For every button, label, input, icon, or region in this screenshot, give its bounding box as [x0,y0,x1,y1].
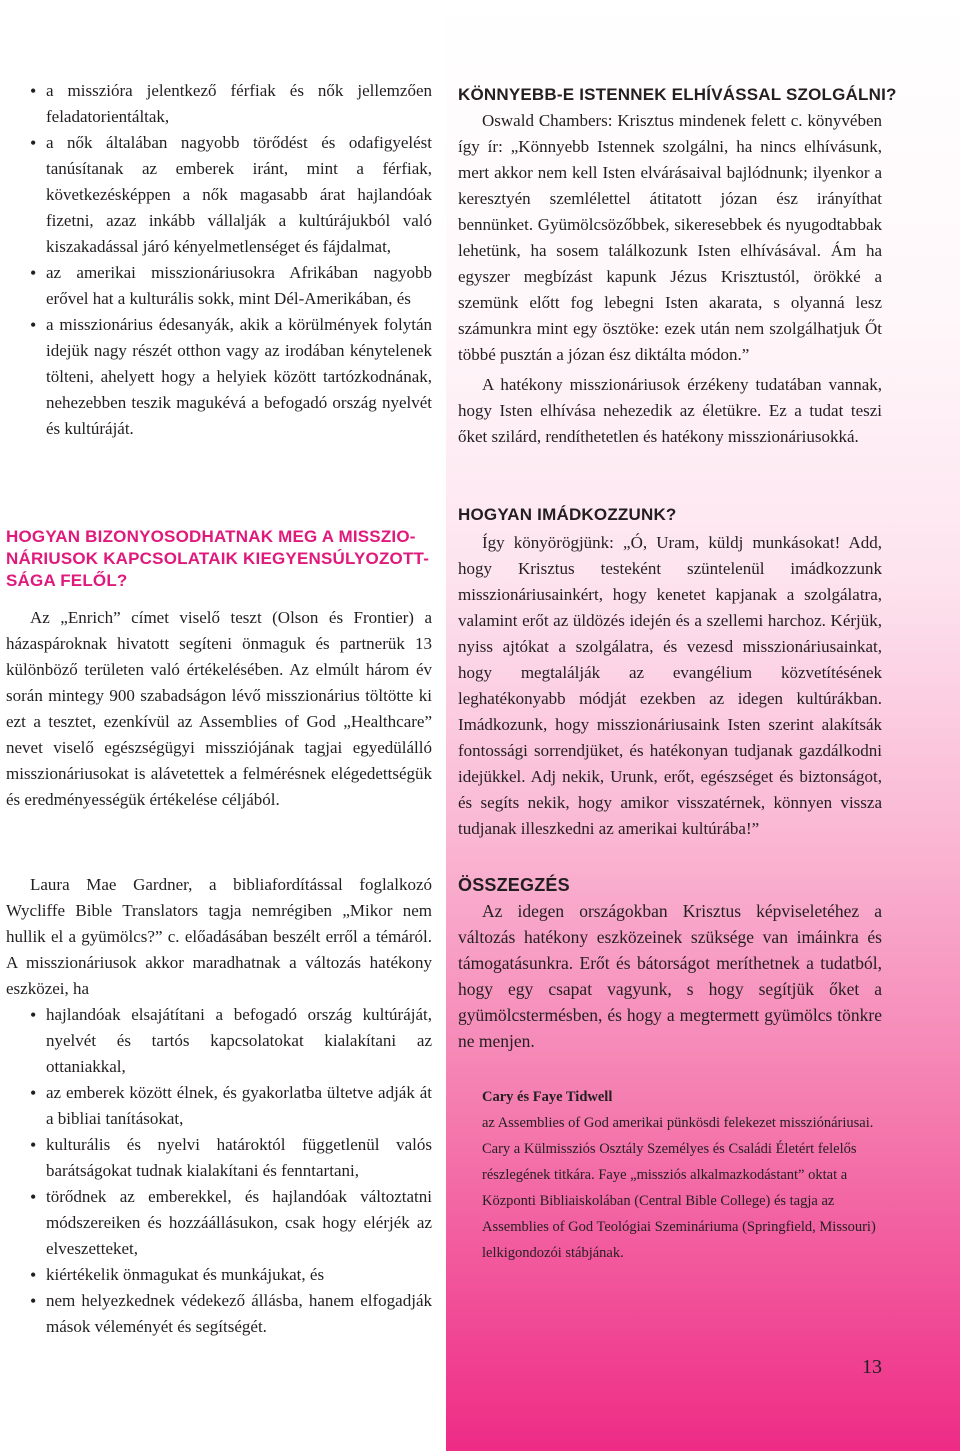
prayer-paragraph: Így könyörögjünk: „Ó, Uram, küldj munkásokat! Add, hogy Krisztus testeként szüntelenül imádkozzunk misszionáriusainkért, hogy kenetet kapjanak a szolgálatra, valamint erőt az üldözés idején és a szellemi harchoz. Kérjük, nyiss ajtókat a szolgálatra, és vezesd misszionáriusainkat, hogy megtalálják az evangélium közvetítésének leghatékonyabb módját ezekben az idegen kultúrákban. Imádkozunk, hogy misszionáriusaink Isten szerint alakítsák fontossági sorrendjüket, és hatékonyan tudjanak gazdálkodni idejükkel. Adj nekik, Urunk, erőt, egészséget és biztonságot, és segíts nekik, hogy amikor visszatérnek, könnyen vissza tudjanak illeszkedni az amerikai kultúrába!” [458,533,882,838]
author-bio [482,1084,882,1266]
section-heading-calling: KÖNNYEBB-E ISTENNEK ELHÍVÁSSAL SZOLGÁLNI? [458,85,897,104]
bullet-item: • kiértékelik önmagukat és munkájukat, és [30,1262,432,1288]
top-bullet-list [30,78,432,442]
bullet-item: • a misszionárius édesanyák, akik a körülmények folytán idejük nagy részét otthon vagy az irodában kénytelenek tölteni, ahelyett hogy a helyiek között tartózkodnának, nehezebben teszik magukévá a befogadó ország nyelvét és kultúráját. [30,312,432,442]
bullet-item: • a misszióra jelentkező férfiak és nők jellemzően feladatorientáltak, [30,78,432,130]
section-heading-summary: ÖSSZEGZÉS [458,875,570,895]
chambers-paragraph: Oswald Chambers: Krisztus mindenek felett c. könyvében így ír: „Könnyebb Istennek szolgálni, ha nincs elhívásunk, mert akkor nem kell Isten elvárásaival bajlódnunk; ilyenkor a keresztyén szemlélettel átitatott józan ész irányíthat bennünket. Gyümölcsözőbbek, sikeresebbek és nyugodtabbak lehetünk, ha sosem találkozunk Isten elhívásával. Ám ha egyszer megbízást kapunk Jézus Krisztustól, örökké a szemünk előtt fog lebegni Isten akarata, s olyanná lesz számunkra mint egy ösztöke: ezek után nem szolgálhatjuk Őt többé pusztán a józan ész diktálta módon.” [458,111,882,364]
summary-paragraph: Az idegen országokban Krisztus képviseletéhez a változás hatékony eszközeinek szüksége van imáinkra és támogatásunkra. Erőt és bátorságot meríthetnek a tudatból, hogy egy csapat vagyunk, s hogy segítjük őket a gyümölcstermésben, és hogy a megtermett gyümölcs tönkre ne menjen. [458,901,882,1051]
right-column [446,0,960,1451]
bullet-item: • az amerikai misszionáriusokra Afrikában nagyobb erővel hat a kulturális sokk, mint Dél-Amerikában, és [30,260,432,312]
bullet-item: • nem helyezkednek védekező állásba, hanem elfogadják mások véleményét és segítségét. [30,1288,432,1340]
effective-missionaries-paragraph: A hatékony misszionáriusok érzékeny tudatában vannak, hogy Isten elhívása nehezedik az életükre. Ez a tudat teszi őket szilárd, rendíthetetlen és hatékony misszionáriusokká. [458,375,882,446]
section-heading-relationships: HOGYAN BIZONYOSODHATNAK MEG A MISSZIO- NÁRIUSOK KAPCSOLATAIK KIEGYENSÚLYOZOTT- SÁGA FELŐL? [6,527,430,590]
page-number: 13 [862,1356,882,1378]
bullet-item: • a nők általában nagyobb törődést és odafigyelést tanúsítanak az emberek iránt, mint a férfiak, következésképpen a nők magasabb árat hajlandóak fizetni, azaz inkább vállalják a kultúrájukból való kiszakadással járó kényelmetlenséget és fájdalmat, [30,130,432,260]
conditions-bullet-list [30,1002,432,1340]
bullet-item: • az emberek között élnek, és gyakorlatba ültetve adják át a bibliai tanításokat, [30,1080,432,1132]
left-column [0,0,446,1451]
enrich-test-paragraph: Az „Enrich” címet viselő teszt (Olson és Frontier) a házaspároknak hivatott segíteni önmaguk és partnerük 13 különböző területen való értékelésében. Az elmúlt három év során mintegy 900 szabadságon lévő misszionárius töltötte ki ezt a tesztet, ezenkívül az Assemblies of God „Healthcare” nevet viselő egészségügyi missziójának tagjai egyedülálló misszionáriusokat is alávetettek a felmérésnek elégedettségük és eredményességük értékelése céljából. [6,608,432,809]
author-name: Cary és Faye Tidwell [482,1089,613,1105]
bullet-item: • kulturális és nyelvi határoktól függetlenül valós barátságokat tudnak kialakítani és fenntartani, [30,1132,432,1184]
author-description: az Assemblies of God amerikai pünkösdi felekezet missziónáriusai. Cary a Külmissziós Osztály Személyes és Családi Életért felelős részlegének titkára. Faye „missziós alkalmazkodástant” oktat a Központi Bibliaiskolában (Central Bible College) és tagja az Assemblies of God Teológiai Szemináriuma (Springfield, Missouri) lelkigondozói stábjának. [482,1115,876,1261]
section-heading-prayer: HOGYAN IMÁDKOZZUNK? [458,505,677,524]
bullet-item: • hajlandóak elsajátítani a befogadó ország kultúráját, nyelvét és tartós kapcsolatokat kialakítani az ottaniakkal, [30,1002,432,1080]
bullet-item: • törődnek az emberekkel, és hajlandóak változtatni módszereiken és hozzáállásukon, csak hogy elérjék az elveszetteket, [30,1184,432,1262]
gardner-paragraph: Laura Mae Gardner, a bibliafordítással foglalkozó Wycliffe Bible Translators tagja nemrégiben „Mikor nem hullik el a gyümölcs?” c. előadásában beszélt erről a témáról. A misszionáriusok akkor maradhatnak a változás hatékony eszközei, ha [6,875,432,998]
